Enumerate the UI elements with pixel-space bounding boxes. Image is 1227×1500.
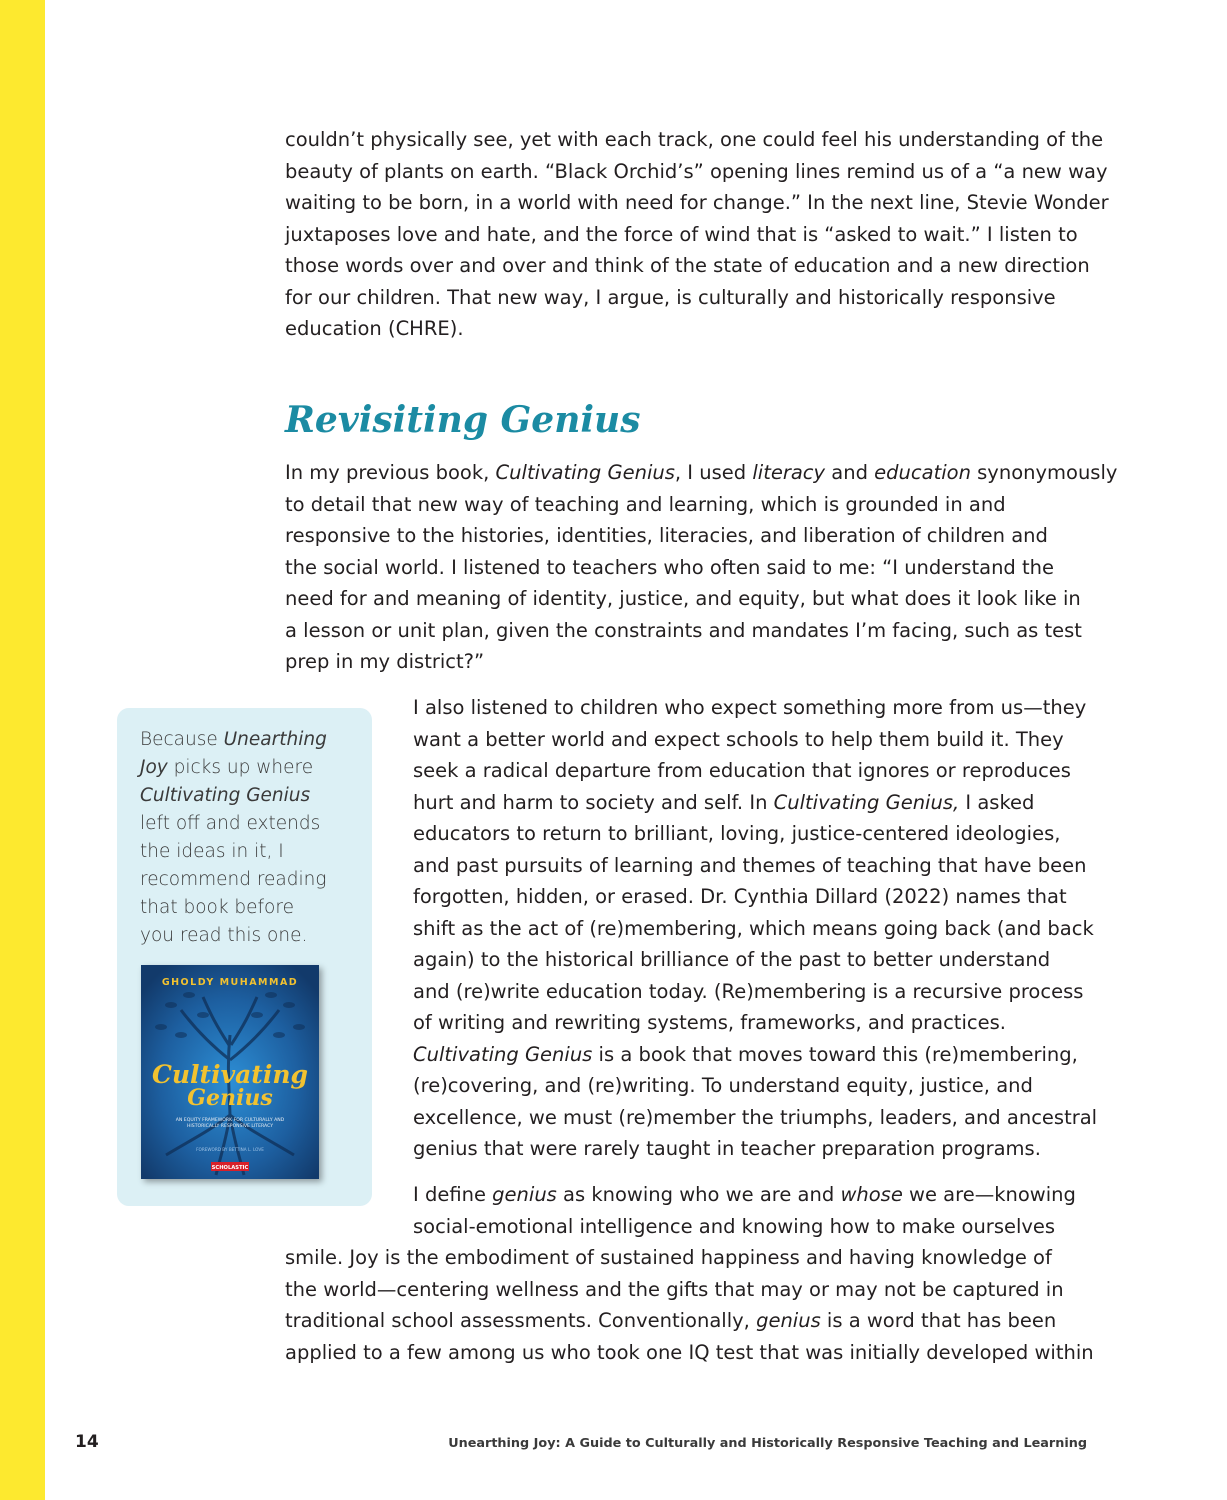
running-footer-title: Unearthing Joy: A Guide to Culturally and Historically Responsive Teaching and Learning: [448, 1436, 1087, 1451]
paragraph-line: hurt and harm to society and self. In Cultivating Genius, I asked: [413, 790, 1035, 814]
page-number: 14: [75, 1432, 99, 1452]
sidebar-text: [140, 726, 327, 950]
paragraph-line: the social world. I listened to teachers who often said to me: “I understand the: [285, 555, 1055, 579]
paragraph-line: genius that were rarely taught in teacher preparation programs.: [413, 1137, 1041, 1160]
sidebar-line: you read this one.: [140, 925, 308, 946]
book-cover-image: [141, 965, 319, 1179]
sidebar-line: the ideas in it, I: [140, 841, 284, 862]
book-subtitle-line2: HISTORICALLY RESPONSIVE LITERACY: [186, 1124, 274, 1129]
paragraph-line: the world—centering wellness and the gifts that may or may not be captured in: [285, 1277, 1064, 1301]
paragraph-line: applied to a few among us who took one IQ test that was initially developed within: [285, 1340, 1094, 1364]
paragraph-line: shift as the act of (re)membering, which means going back (and back: [413, 916, 1094, 940]
paragraph-line: (re)covering, and (re)writing. To understand equity, justice, and: [413, 1074, 1033, 1097]
book-publisher: SCHOLASTIC: [211, 1165, 249, 1171]
yellow-margin-bar: [0, 0, 45, 1500]
paragraph-line: smile. Joy is the embodiment of sustained happiness and having knowledge of: [285, 1246, 1052, 1269]
book-author: GHOLDY MUHAMMAD: [161, 977, 299, 988]
paragraph-line: I define genius as knowing who we are and whose we are—knowing: [413, 1183, 1076, 1206]
intro-line: juxtaposes love and hate, and the force of wind that is “asked to wait.” I listen to: [285, 222, 1078, 246]
intro-paragraph: [285, 124, 1109, 345]
paragraph-line: want a better world and expect schools to help them build it. They: [413, 727, 1064, 751]
book-title-line1: Cultivating: [151, 1060, 309, 1089]
intro-line: couldn’t physically see, yet with each track, one could feel his understanding of the: [285, 128, 1104, 151]
paragraph-line: educators to return to brilliant, loving, justice-centered ideologies,: [413, 822, 1061, 845]
intro-line: waiting to be born, in a world with need for change.” In the next line, Stevie Wonder: [285, 191, 1109, 214]
paragraph-line: and past pursuits of learning and themes of teaching that have been: [413, 853, 1087, 877]
paragraph-children: [413, 692, 1097, 1165]
paragraph-line: I also listened to children who expect something more from us—they: [413, 696, 1087, 719]
book-subtitle-line1: AN EQUITY FRAMEWORK FOR CULTURALLY AND: [175, 1118, 285, 1123]
intro-line: those words over and over and think of the state of education and a new direction: [285, 254, 1090, 277]
book-cover-art: [141, 965, 319, 1179]
paragraph-line: seek a radical departure from education that ignores or reproduces: [413, 759, 1071, 782]
paragraph-line: social-emotional intelligence and knowing how to make ourselves: [413, 1214, 1056, 1238]
paragraph-line: traditional school assessments. Conventionally, genius is a word that has been: [285, 1309, 1057, 1332]
paragraph-line: prep in my district?”: [285, 650, 485, 673]
paragraph-line: a lesson or unit plan, given the constraints and mandates I’m facing, such as test: [285, 618, 1082, 642]
book-foreword: FOREWORD BY BETTINA L. LOVE: [196, 1147, 264, 1152]
sidebar-line: Cultivating Genius: [140, 785, 311, 806]
paragraph-define-genius: [285, 1179, 1094, 1368]
paragraph-previous-book: [285, 457, 1117, 678]
sidebar-line: recommend reading: [140, 869, 327, 890]
sidebar-line: Joy picks up where: [140, 757, 314, 778]
paragraph-line: In my previous book, Cultivating Genius, I used literacy and education synonymously: [285, 461, 1118, 484]
intro-line: beauty of plants on earth. “Black Orchid’s” opening lines remind us of a “a new way: [285, 159, 1108, 183]
sidebar-line: that book before: [140, 897, 294, 918]
paragraph-line: of writing and rewriting systems, frameworks, and practices.: [413, 1011, 1006, 1034]
section-heading: Revisiting Genius: [285, 399, 641, 441]
paragraph-line: excellence, we must (re)member the triumphs, leaders, and ancestral: [413, 1105, 1098, 1129]
intro-line: education (CHRE).: [285, 317, 464, 340]
paragraph-line: need for and meaning of identity, justice, and equity, but what does it look like in: [285, 587, 1081, 610]
book-title-line2: Genius: [187, 1085, 273, 1111]
paragraph-line: Cultivating Genius is a book that moves toward this (re)membering,: [413, 1042, 1078, 1066]
paragraph-line: forgotten, hidden, or erased. Dr. Cynthia Dillard (2022) names that: [413, 885, 1067, 908]
sidebar-line: Because Unearthing: [140, 729, 327, 750]
paragraph-line: again) to the historical brilliance of the past to better understand: [413, 948, 1051, 971]
paragraph-line: responsive to the histories, identities, literacies, and liberation of children and: [285, 524, 1048, 547]
sidebar-line: left off and extends: [140, 813, 321, 834]
paragraph-line: and (re)write education today. (Re)membering is a recursive process: [413, 979, 1084, 1003]
intro-line: for our children. That new way, I argue, is culturally and historically responsive: [285, 285, 1056, 309]
paragraph-line: to detail that new way of teaching and learning, which is grounded in and: [285, 492, 1006, 516]
